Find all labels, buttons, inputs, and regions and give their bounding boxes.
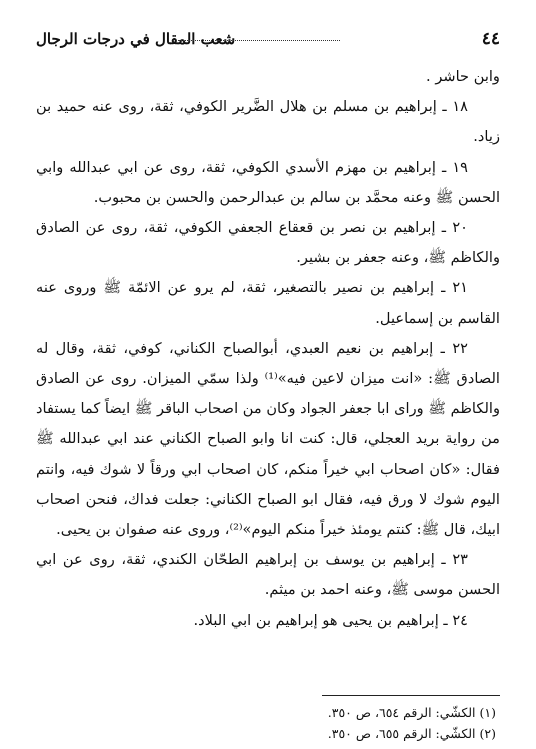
entry-23: ٢٣ ـ إبراهيم بن يوسف بن إبراهيم الطحّان الكندي، ثقة، روى عن ابي الحسن موسى ﷺ، وعنه احمد بن ميثم. — [36, 551, 500, 599]
entry-22: ٢٢ ـ إبراهيم بن نعيم العبدي، أبوالصباح الكناني، كوفي، ثقة، وقال له الصادق ﷺ: «انت ميزان لاعين فيه»⁽¹⁾ ولذا سمّي الميزان. روى عن الصادق والكاظم ﷺ وراى ابا جعفر الجواد وكان من اصحاب الباقر ﷺ ايضاً كما يستفاد من رواية بريد العجلي، قال: كنت انا وابو الصباح الكناني عند ابي عبدالله ﷺ فقال: «كان اصحاب ابي خيراً منكم، كان اصحاب ابي ورقاً لا شوك فيه، وانتم اليوم شوك لا ورق فيه، فقال ابو الصباح الكناني: جعلت فداك، فنحن اصحاب ابيك، قال ﷺ: كنتم يومئذ خيراً منكم اليوم»⁽²⁾، وروى عنه صفوان بن يحيى. — [36, 339, 500, 539]
entry-21: ٢١ ـ إبراهيم بن نصير بالتصغير، ثقة، لم يرو عن الائمّة ﷺ وروى عنه القاسم بن إسماعيل. — [36, 279, 500, 327]
footnotes-separator — [322, 695, 500, 696]
entry-24: ٢٤ ـ إبراهيم بن يحيى هو إبراهيم بن ابي البلاد. — [193, 611, 468, 629]
footnote-2: (٢) الكشّي: الرقم ٦٥٥، ص ٣٥٠. — [327, 726, 496, 741]
main-text — [36, 62, 500, 636]
header-leader-dots — [178, 40, 340, 41]
page-number: ٤٤ — [481, 29, 500, 49]
entry-20: ٢٠ ـ إبراهيم بن نصر بن قعقاع الجعفي الكوفي، ثقة، روى عن الصادق والكاظم ﷺ، وعنه جعفر بن بشير. — [36, 219, 500, 267]
running-title: شعب المقال في درجات الرجال — [36, 30, 236, 48]
running-head — [36, 27, 500, 51]
footnotes — [36, 702, 496, 744]
footnote-1: (١) الكشّي: الرقم ٦٥٤، ص ٣٥٠. — [327, 705, 496, 720]
entry-19: ١٩ ـ إبراهيم بن مهزم الأسدي الكوفي، ثقة، روى عن ابي عبدالله وابي الحسن ﷺ وعنه محمَّد بن سالم بن عبدالرحمن والحسن بن محبوب. — [36, 158, 500, 206]
continuation-line: وابن حاشر . — [426, 68, 500, 85]
entry-18: ١٨ ـ إبراهيم بن مسلم بن هلال الضَّرير الكوفي، ثقة، روى عنه حميد بن زياد. — [36, 98, 500, 146]
